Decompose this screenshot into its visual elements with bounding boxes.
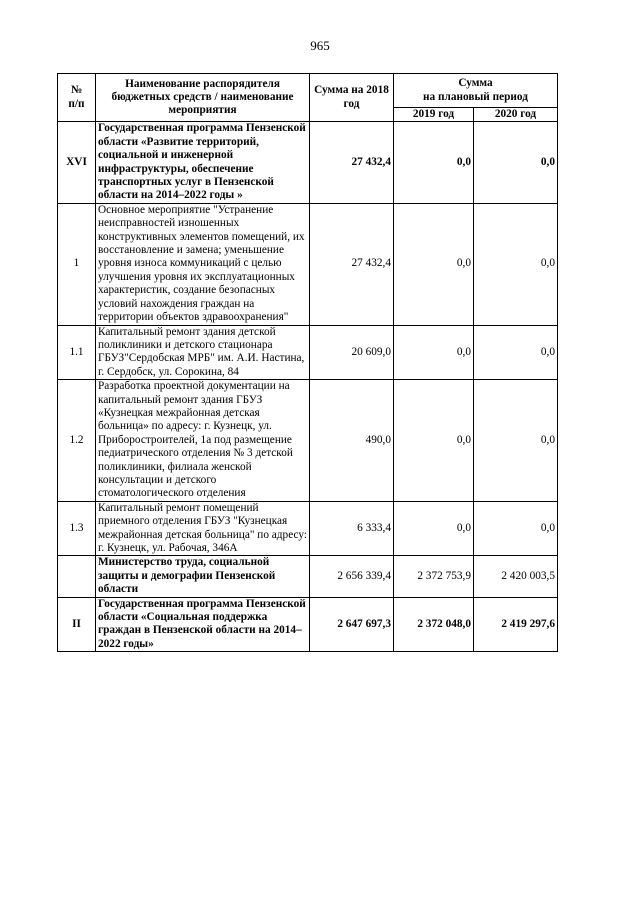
header-sum-2018: Сумма на 2018 год xyxy=(310,74,394,122)
row-number: 1.3 xyxy=(58,501,96,556)
table-row xyxy=(58,325,558,380)
row-sum-2020: 2 420 003,5 xyxy=(474,556,558,597)
row-sum-2018: 20 609,0 xyxy=(310,325,394,380)
table-row xyxy=(58,203,558,325)
row-sum-2020: 2 419 297,6 xyxy=(474,597,558,652)
table-row xyxy=(58,122,558,203)
header-name: Наименование распорядителя бюджетных средств / наименование мероприятия xyxy=(96,74,310,122)
header-num: № п/п xyxy=(58,74,96,122)
row-name: Государственная программа Пензенской области «Социальная поддержка граждан в Пензенской области на 2014–2022 годы» xyxy=(96,597,310,652)
row-sum-2019: 0,0 xyxy=(394,325,474,380)
table-row xyxy=(58,597,558,652)
row-sum-2020: 0,0 xyxy=(474,380,558,502)
row-sum-2018: 27 432,4 xyxy=(310,122,394,203)
table-body xyxy=(58,122,558,652)
row-sum-2018: 2 656 339,4 xyxy=(310,556,394,597)
header-year-2020: 2020 год xyxy=(474,108,558,122)
row-name: Капитальный ремонт здания детской поликлиники и детского стационара ГБУЗ"Сердобская МРБ" им. А.И. Настина, г. Сердобск, ул. Сорокина, 84 xyxy=(96,325,310,380)
row-name: Государственная программа Пензенской области «Развитие территорий, социальной и инженерной инфраструктуры, обеспечение транспортных услуг в Пензенской области на 2014–2022 годы » xyxy=(96,122,310,203)
table-row xyxy=(58,556,558,597)
row-sum-2020: 0,0 xyxy=(474,501,558,556)
row-sum-2019: 0,0 xyxy=(394,203,474,325)
row-sum-2019: 0,0 xyxy=(394,501,474,556)
page-number: 965 xyxy=(310,38,330,53)
row-sum-2019: 2 372 753,9 xyxy=(394,556,474,597)
row-name: Основное мероприятие "Устранение неисправностей изношенных конструктивных элементов помещений, их восстановление и замена; уменьшение уровня износа коммуникаций с целью улучшения уровня их эксплуатационных характеристик, создание безопасных условий нахождения граждан на территории объектов здравоохранения" xyxy=(96,203,310,325)
row-number: 1.1 xyxy=(58,325,96,380)
row-number: 1 xyxy=(58,203,96,325)
header-year-2019: 2019 год xyxy=(394,108,474,122)
row-sum-2018: 27 432,4 xyxy=(310,203,394,325)
header-sum-plan: Сумма на плановый период xyxy=(394,74,558,108)
row-sum-2018: 6 333,4 xyxy=(310,501,394,556)
row-number xyxy=(58,556,96,597)
row-name: Разработка проектной документации на капитальный ремонт здания ГБУЗ «Кузнецкая межрайонная детская больница» по адресу: г. Кузнецк, ул. Приборостроителей, 1а под размещение педиатрического отделения № 3 детской поликлиники, филиала женской консультации и детского стоматологического отделения xyxy=(96,380,310,502)
row-sum-2020: 0,0 xyxy=(474,122,558,203)
row-name: Капитальный ремонт помещений приемного отделения ГБУЗ "Кузнецкая межрайонная детская больница" по адресу: г. Кузнецк, ул. Рабочая, 346А xyxy=(96,501,310,556)
row-sum-2018: 490,0 xyxy=(310,380,394,502)
row-sum-2020: 0,0 xyxy=(474,325,558,380)
row-sum-2019: 2 372 048,0 xyxy=(394,597,474,652)
row-number: XVI xyxy=(58,122,96,203)
table-row xyxy=(58,501,558,556)
table-row xyxy=(58,380,558,502)
row-sum-2018: 2 647 697,3 xyxy=(310,597,394,652)
row-number: 1.2 xyxy=(58,380,96,502)
row-name: Министерство труда, социальной защиты и демографии Пензенской области xyxy=(96,556,310,597)
row-sum-2019: 0,0 xyxy=(394,380,474,502)
budget-table xyxy=(57,73,558,652)
row-number: II xyxy=(58,597,96,652)
row-sum-2019: 0,0 xyxy=(394,122,474,203)
row-sum-2020: 0,0 xyxy=(474,203,558,325)
